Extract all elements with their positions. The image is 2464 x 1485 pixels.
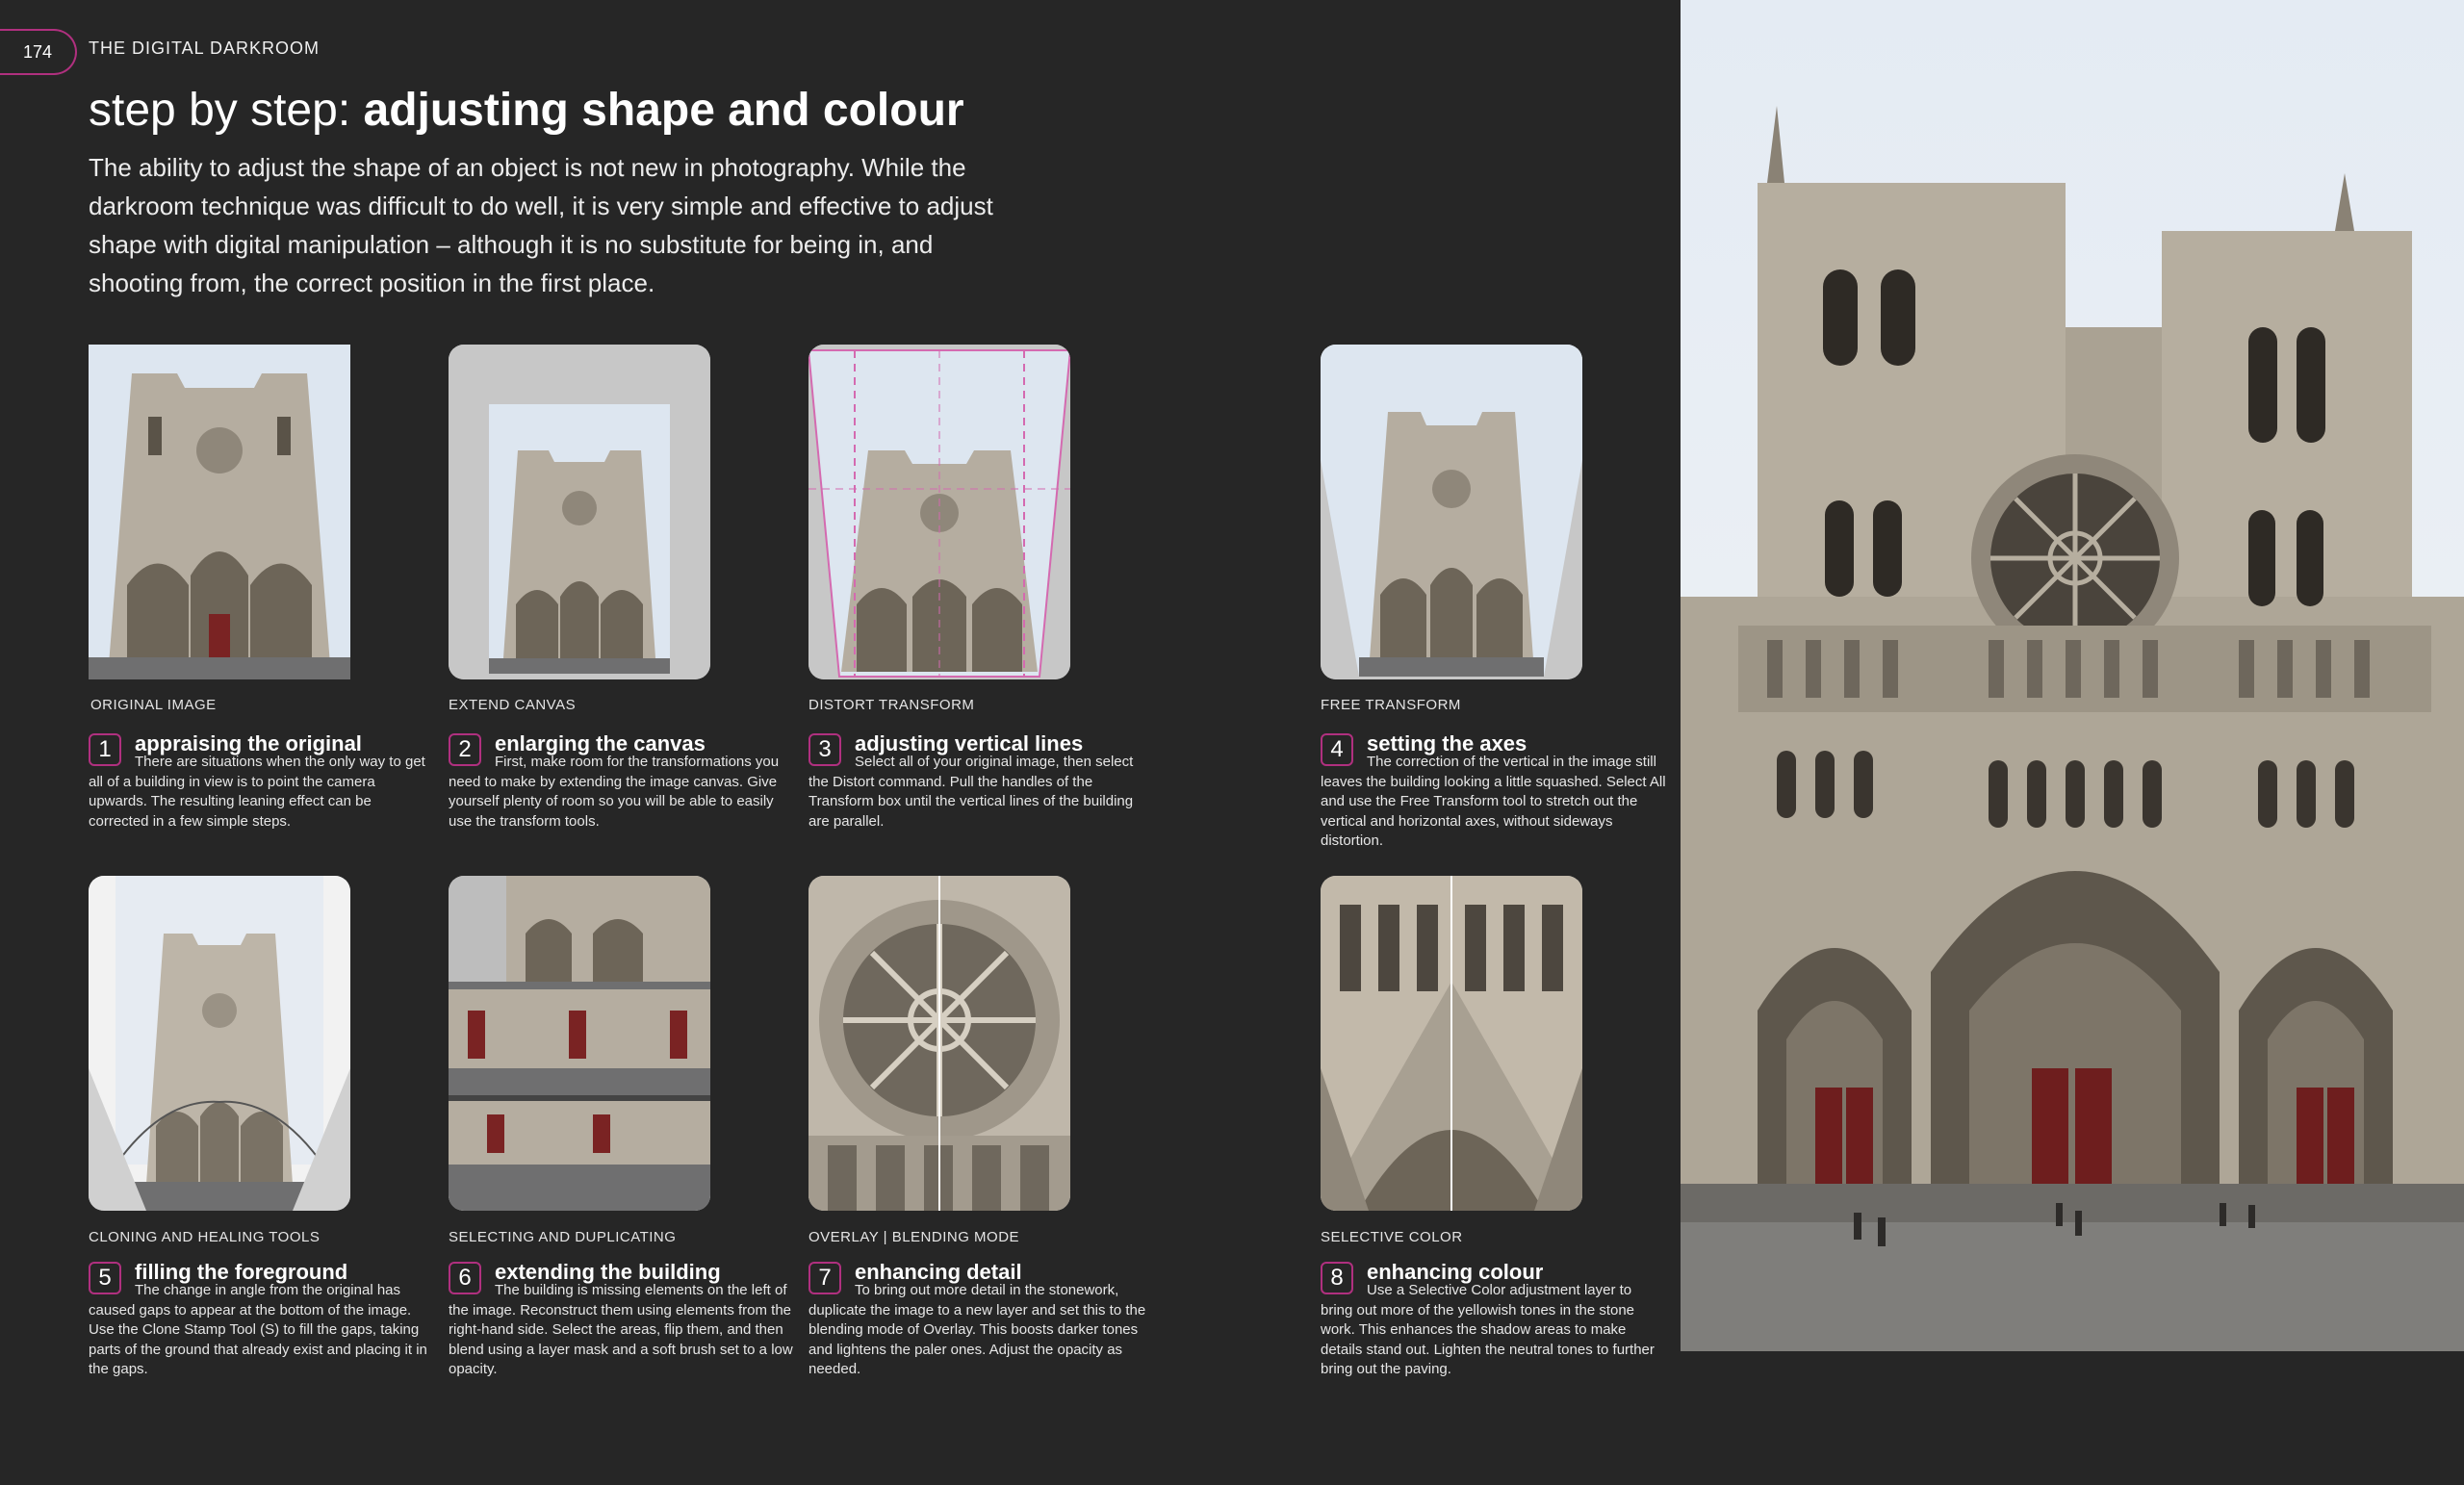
step-number-badge: 2 [449, 733, 481, 766]
step-body: Select all of your original image, then select the Distort command. Pull the handles of the Transform box until the vertical lines of the building are parallel. [808, 754, 1134, 830]
step-body: Use a Selective Color adjustment layer to bring out more of the yellowish tones in the stone work. This enhances the shadow areas to make details stand out. Lighten the neutral tones to further bring out the paving. [1321, 1282, 1655, 1377]
caption-step-7: OVERLAY | BLENDING MODE [808, 1229, 1020, 1245]
thumb-cloning-healing [89, 876, 350, 1211]
caption-step-8: SELECTIVE COLOR [1321, 1229, 1463, 1245]
page-number: 174 [0, 29, 77, 75]
intro-paragraph: The ability to adjust the shape of an object is not new in photography. While the darkroom technique was difficult to do well, it is very simple and effective to adjust shape with digital manipulation – although it is no substitute for being in, and shooting from, the correct position in the first place. [89, 153, 993, 297]
cathedral-main-photo [1681, 0, 2464, 1351]
thumb-overlay-blending [808, 876, 1070, 1211]
step-number-badge: 7 [808, 1262, 841, 1294]
caption-step-2: EXTEND CANVAS [449, 697, 577, 713]
step-number-badge: 5 [89, 1262, 121, 1294]
thumb-original-image [89, 345, 350, 679]
step-title: enhancing colour [1367, 1260, 1544, 1284]
step-body: First, make room for the transformations you need to make by extending the image canvas. Give yourself plenty of room so you will be able to easily use the transform tools. [449, 754, 780, 830]
thumb-selective-color [1321, 876, 1582, 1211]
step-title: filling the foreground [135, 1260, 348, 1284]
step-body: To bring out more detail in the stonework, duplicate the image to a new layer and set this to the blending mode of Overlay. This boosts darker tones and lightens the paler ones. Adjust the opacity as needed. [808, 1282, 1146, 1377]
step-body: The change in angle from the original has caused gaps to appear at the bottom of the image. Use the Clone Stamp Tool (S) to fill the gaps, taking parts of the ground that already exist and placing it in the gaps. [89, 1282, 427, 1377]
step-number-badge: 3 [808, 733, 841, 766]
step-body: The building is missing elements on the left of the image. Reconstruct them using elements from the right-hand side. Select the areas, flip them, and then blend using a layer mask and a soft brush set to a low opacity. [449, 1282, 793, 1377]
step-body: There are situations when the only way to get all of a building in view is to point the camera upwards. The resulting leaning effect can be corrected in a few simple steps. [89, 754, 425, 830]
caption-step-4: FREE TRANSFORM [1321, 697, 1461, 713]
thumb-extend-canvas [449, 345, 710, 679]
running-head: THE DIGITAL DARKROOM [89, 38, 321, 58]
thumb-distort-transform [808, 345, 1070, 679]
caption-step-5: CLONING AND HEALING TOOLS [89, 1229, 321, 1245]
step-title: extending the building [495, 1260, 721, 1284]
thumb-free-transform [1321, 345, 1582, 679]
step-body: The correction of the vertical in the image still leaves the building looking a little squashed. Select All and use the Free Transform tool to stretch out the vertical and horizontal axes, without sideways distortion. [1321, 754, 1666, 849]
caption-step-3: DISTORT TRANSFORM [808, 697, 975, 713]
title-main: adjusting shape and colour [363, 85, 964, 136]
step-number-badge: 8 [1321, 1262, 1353, 1294]
step-number-badge: 4 [1321, 733, 1353, 766]
step-title: adjusting vertical lines [855, 731, 1084, 755]
step-title: enlarging the canvas [495, 731, 706, 755]
step-title: setting the axes [1367, 731, 1527, 755]
title-prefix: step by step: [89, 85, 351, 136]
step-number-badge: 1 [89, 733, 121, 766]
step-title: appraising the original [135, 731, 362, 755]
step-title: enhancing detail [855, 1260, 1022, 1284]
step-number-badge: 6 [449, 1262, 481, 1294]
caption-step-6: SELECTING AND DUPLICATING [449, 1229, 677, 1245]
caption-step-1: ORIGINAL IMAGE [90, 697, 217, 713]
page-title [89, 81, 964, 141]
thumb-selecting-duplicating [449, 876, 710, 1211]
